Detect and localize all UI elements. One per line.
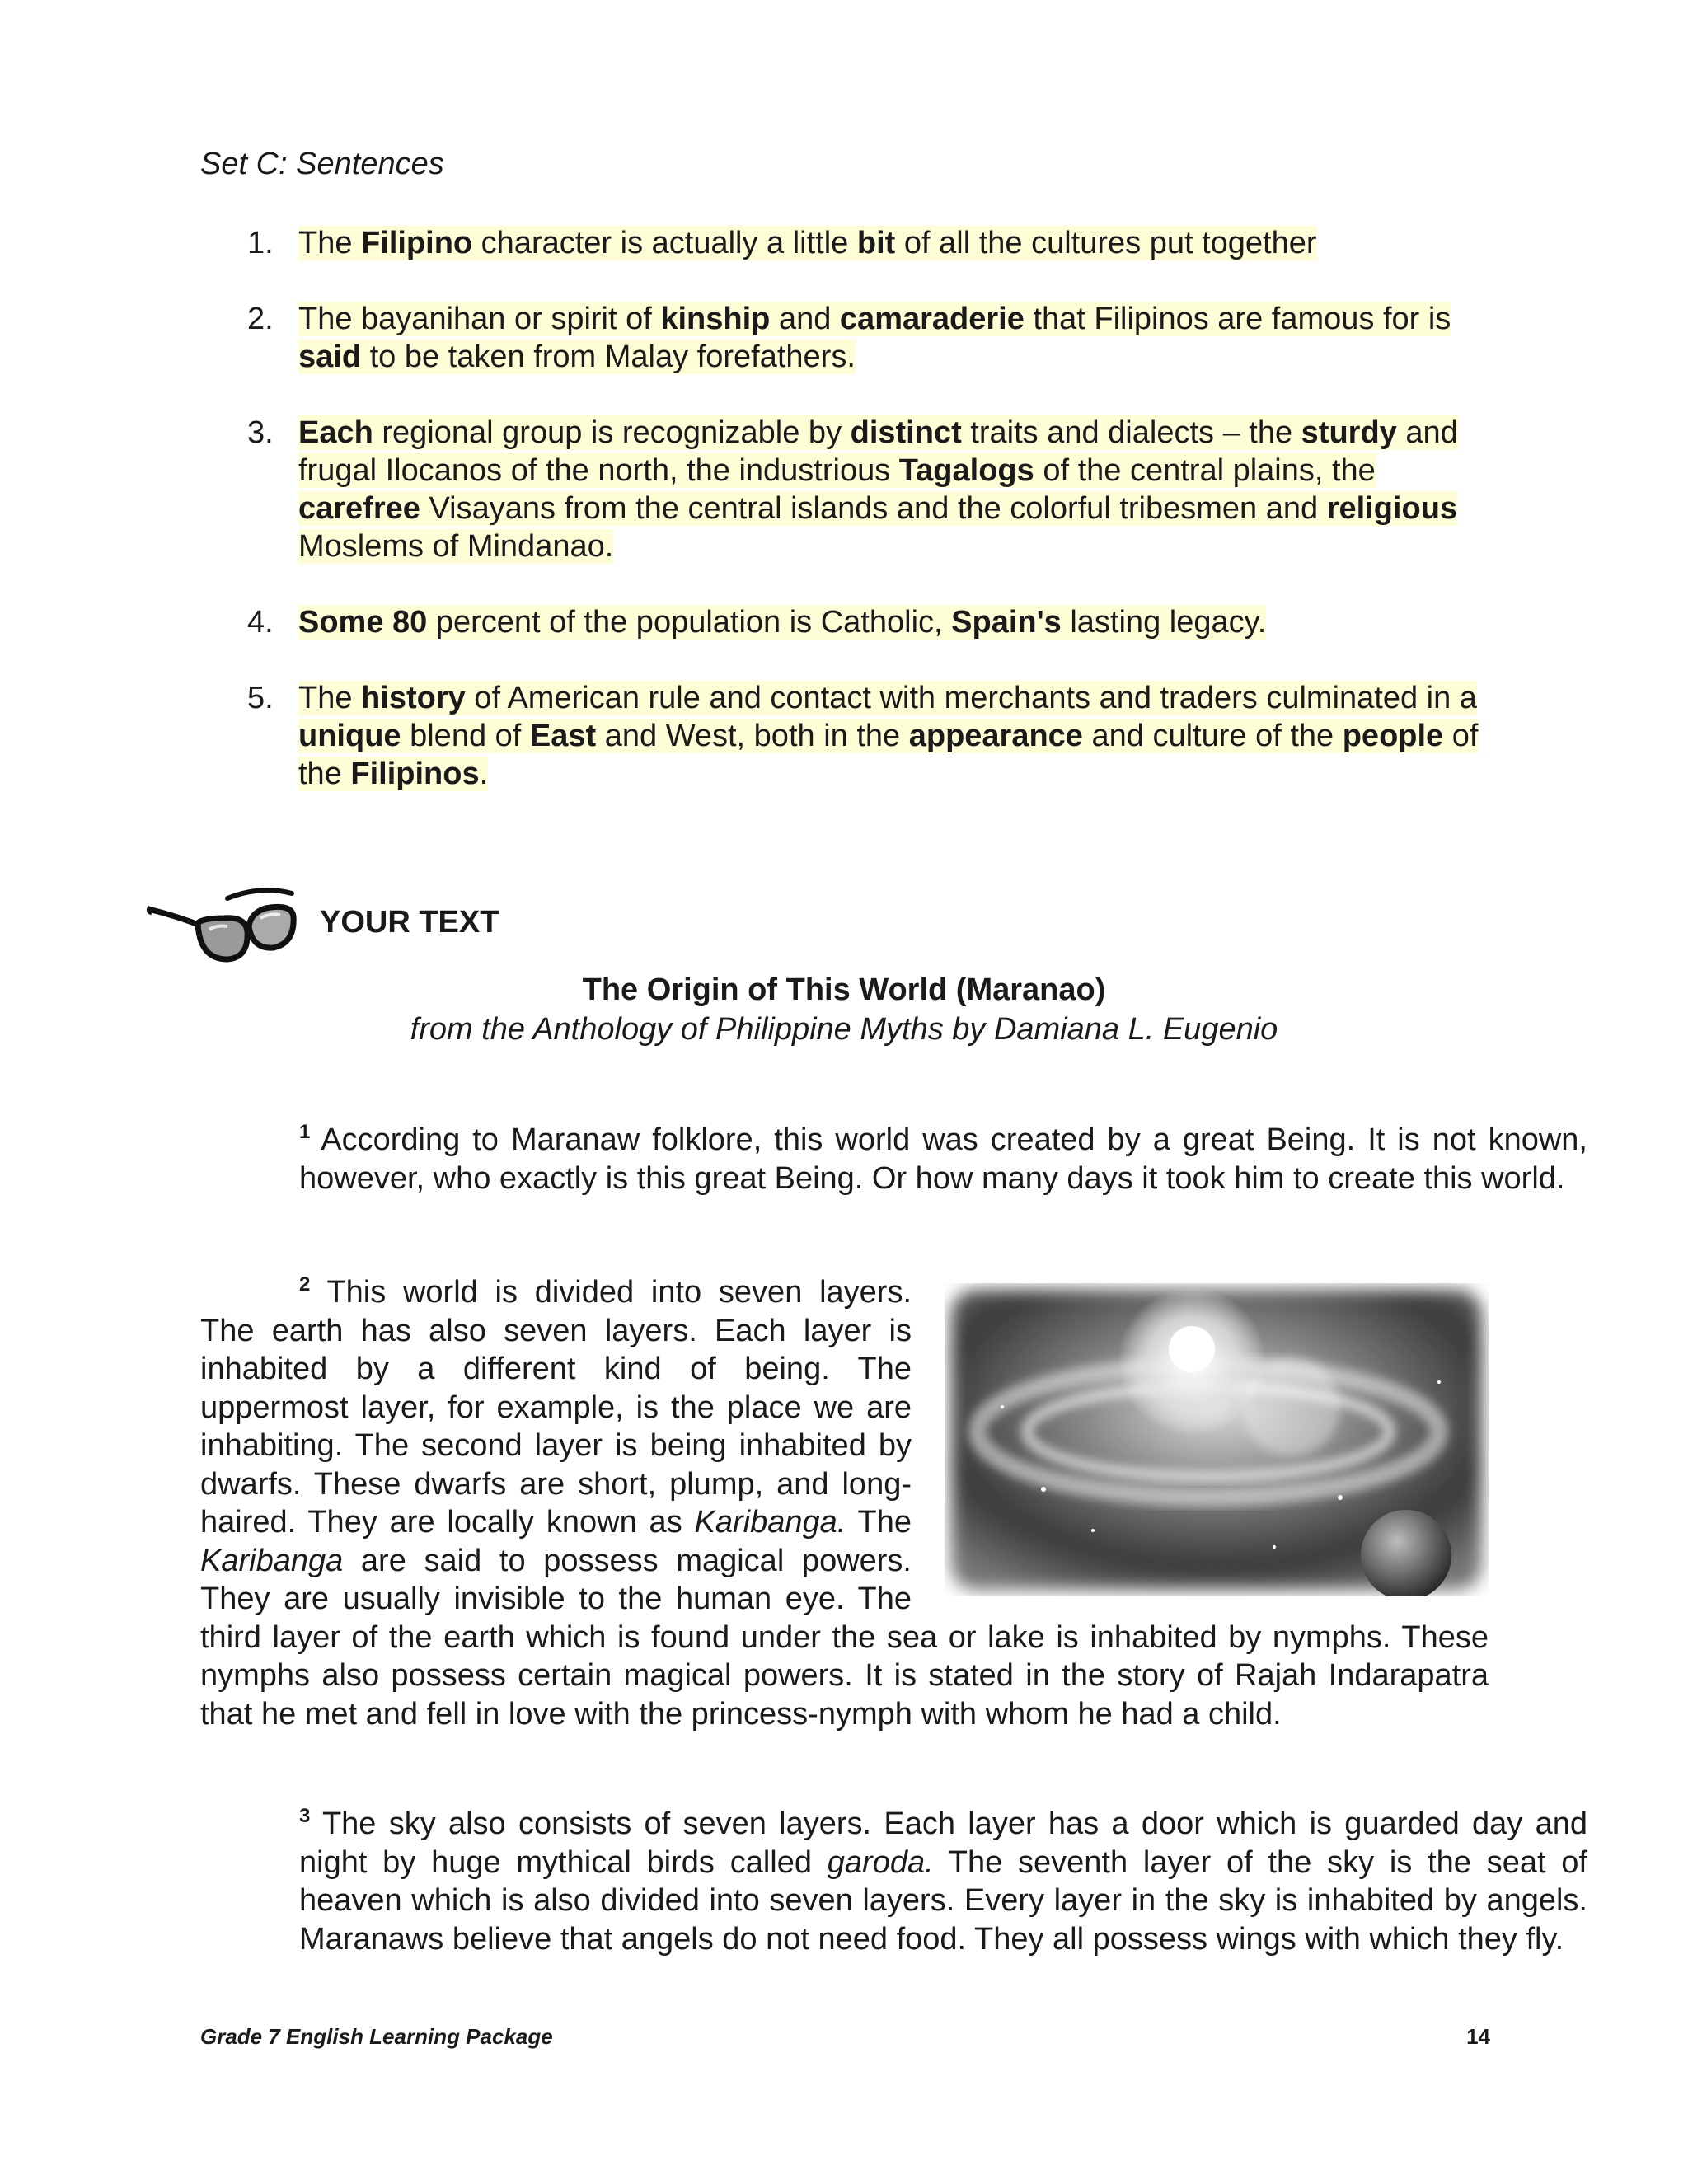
sentence-text: that Filipinos are famous for is — [1024, 302, 1451, 336]
paragraph-2 — [200, 1273, 1489, 1733]
paragraph-text: The seventh layer of the sky is the seat of heaven which is also divided into seven layers. Every layer in the sky is inhabited by angels. Maranaws believe that angels do not need food. They all possess wings with which they fly. — [299, 1844, 1587, 1957]
bold-word: religious — [1326, 491, 1458, 526]
story-title: The Origin of This World (Maranao) — [582, 972, 1106, 1007]
paragraph-number: 1 — [299, 1121, 311, 1143]
paragraph-number: 3 — [299, 1805, 311, 1827]
galaxy-image — [945, 1283, 1489, 1596]
sentence-text: and — [770, 302, 840, 336]
bold-word: Tagalogs — [898, 453, 1034, 488]
sentence-text: Visayans from the central islands and the colorful tribesmen and — [420, 491, 1327, 526]
sentence-text: regional group is recognizable by — [373, 415, 851, 450]
sentence-text: blend of — [401, 719, 530, 753]
bold-word: carefree — [298, 491, 420, 526]
bold-word: people — [1342, 719, 1444, 753]
paragraph-text: are said to possess magical powers. They are usually invisible to the human eye. The third layer of the earth which is found under the sea or lake is inhabited by nymphs. These nymphs also possess certain magical powers. It is stated in the story of Rajah Indarapatra that he met and fell in love with the princess-nymph with whom he had a child. — [200, 1543, 1489, 1732]
sentence-list — [247, 224, 1500, 831]
italic-term: Karibanga. — [694, 1505, 846, 1540]
sentence-item — [247, 679, 1500, 793]
highlighted-sentence — [298, 605, 1266, 640]
bold-word: history — [361, 681, 466, 715]
sentence-number: 1. — [247, 226, 274, 260]
sentence-text: to be taken from Malay forefathers. — [361, 340, 856, 374]
sentence-text: The — [298, 681, 362, 715]
sentence-number: 5. — [247, 681, 274, 715]
highlighted-sentence — [298, 302, 1451, 374]
bold-word: sturdy — [1301, 415, 1397, 450]
highlighted-sentence — [298, 415, 1458, 564]
bold-word: appearance — [908, 719, 1083, 753]
sentence-text: and culture of the — [1082, 719, 1343, 753]
page-number: 14 — [1466, 2024, 1490, 2049]
set-title: Set C: Sentences — [200, 147, 444, 181]
bold-word: East — [529, 719, 597, 753]
paragraph-text: This world is divided into seven layers. The earth has also seven layers. Each layer is inhabited by a different kind of being. The uppermost layer, for example, is the place we are inhabiting. The second layer is being inhabited by dwarfs. These dwarfs are short, plump, and long-haired. They are locally known as — [200, 1275, 912, 1540]
sentence-text: Moslems of Mindanao. — [298, 529, 614, 564]
sentence-item — [247, 224, 1500, 262]
bold-word: kinship — [660, 302, 771, 336]
sentence-item — [247, 414, 1500, 565]
italic-term: Karibanga — [200, 1543, 344, 1578]
paragraph-3 — [200, 1805, 1587, 1958]
sentence-text: of the central plains, the — [1034, 453, 1376, 488]
footer-title: Grade 7 English Learning Package — [200, 2024, 553, 2049]
sentence-item — [247, 603, 1500, 641]
bold-word: Each — [298, 415, 373, 450]
paragraph-number: 2 — [299, 1273, 311, 1296]
section-heading: YOUR TEXT — [320, 905, 499, 940]
sentence-text: The bayanihan or spirit of — [298, 302, 661, 336]
sentence-text: The — [298, 226, 362, 260]
sentence-text: and frugal Ilocanos of the north, the industrious — [298, 415, 1458, 488]
paragraph-1 — [200, 1121, 1587, 1197]
sentence-text: lasting legacy. — [1061, 605, 1267, 640]
bold-word: bit — [856, 226, 896, 260]
sentence-text: and West, both in the — [596, 719, 909, 753]
bold-word: said — [298, 340, 362, 374]
highlighted-sentence — [298, 681, 1478, 791]
sentence-number: 4. — [247, 605, 274, 640]
bold-word: Filipinos — [350, 757, 480, 791]
sentence-text: percent of the population is Catholic, — [427, 605, 952, 640]
paragraph-text: According to Maranaw folklore, this world was created by a great Being. It is not known, however, who exactly is this great Being. Or how many days it took him to create this world. — [299, 1122, 1587, 1196]
bold-word: camaraderie — [839, 302, 1025, 336]
bold-word: Spain's — [951, 605, 1062, 640]
paragraph-text: The — [846, 1505, 912, 1540]
eyeglasses-icon — [145, 883, 298, 966]
sentence-text: of all the cultures put together — [895, 226, 1317, 260]
sentence-text: traits and dialects – the — [961, 415, 1301, 450]
sentence-text: of American rule and contact with merchants and traders culminated in a — [465, 681, 1477, 715]
paragraph-text: The sky also consists of seven layers. Each layer has a door which is guarded day and night by huge mythical birds called — [299, 1807, 1587, 1880]
sentence-item — [247, 300, 1500, 376]
bold-word: distinct — [850, 415, 962, 450]
highlighted-sentence — [298, 226, 1317, 260]
bold-word: unique — [298, 719, 401, 753]
sentence-number: 3. — [247, 415, 274, 450]
sentence-text: . — [479, 757, 489, 791]
bold-word: Filipino — [361, 226, 473, 260]
sentence-text: character is actually a little — [472, 226, 857, 260]
italic-term: garoda. — [827, 1844, 934, 1880]
sentence-text: of the — [298, 719, 1479, 791]
sentence-number: 2. — [247, 302, 274, 336]
story-source: from the Anthology of Philippine Myths by Damiana L. Eugenio — [410, 1012, 1278, 1047]
bold-word: Some 80 — [298, 605, 428, 640]
